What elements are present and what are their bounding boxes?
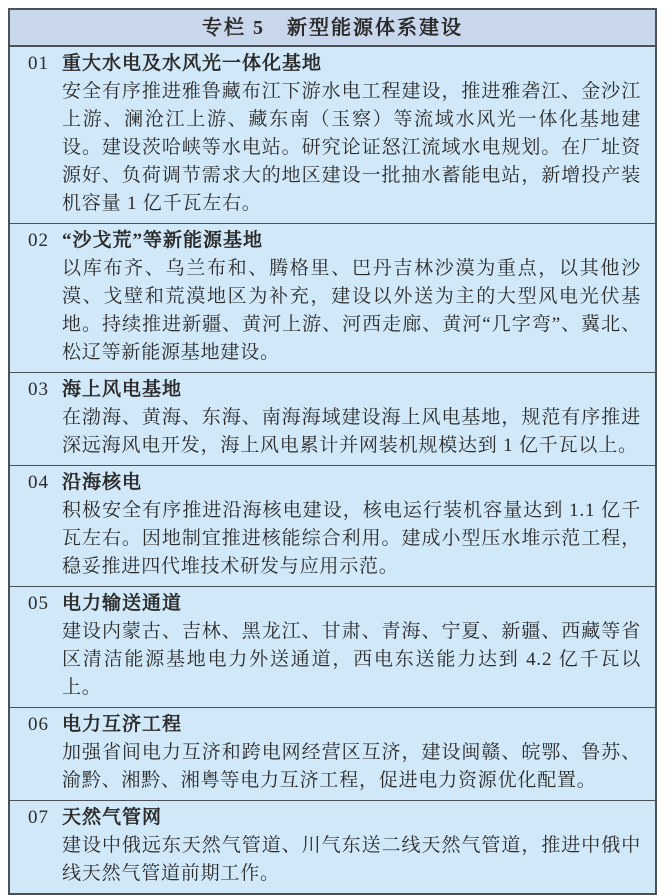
section-header-row xyxy=(28,376,641,404)
energy-plan-box xyxy=(8,8,657,895)
section-number: 01 xyxy=(28,53,49,74)
section-title: 电力互济工程 xyxy=(62,714,183,735)
section xyxy=(10,47,655,223)
section-body: 在渤海、黄海、东海、南海海域建设海上风电基地，规范有序推进深远海风电开发，海上风电累计并网装机规模达到 1 亿千瓦以上。 xyxy=(62,407,641,456)
sections-container xyxy=(10,47,655,893)
section-title: 海上风电基地 xyxy=(62,379,183,400)
section-title: “沙戈荒”等新能源基地 xyxy=(62,230,264,251)
section-title: 沿海核电 xyxy=(62,472,143,493)
section-number: 06 xyxy=(28,714,49,735)
section-body: 积极安全有序推进沿海核电建设，核电运行装机容量达到 1.1 亿千瓦左右。因地制宜推进核能综合利用。建成小型压水堆示范工程，稳妥推进四代堆技术研发与应用示范。 xyxy=(62,500,641,577)
section xyxy=(10,223,655,372)
section xyxy=(10,586,655,707)
section xyxy=(10,372,655,465)
section-number: 03 xyxy=(28,379,49,400)
section-header-row xyxy=(28,590,641,618)
section-header-row xyxy=(28,50,641,78)
section xyxy=(10,800,655,893)
section-body: 加强省间电力互济和跨电网经营区互济，建设闽赣、皖鄂、鲁苏、渝黔、湘黔、湘粤等电力互济工程，促进电力资源优化配置。 xyxy=(62,742,641,791)
section-body: 安全有序推进雅鲁藏布江下游水电工程建设，推进雅砻江、金沙江上游、澜沧江上游、藏东南（玉察）等流域水风光一体化基地建设。建设茨哈峡等水电站。研究论证怒江流域水电规划。在厂址资源好、负荷调节需求大的地区建设一批抽水蓄能电站，新增投产装机容量 1 亿千瓦左右。 xyxy=(62,81,641,214)
panel-title: 专栏 5 新型能源体系建设 xyxy=(10,10,655,47)
section-header-row xyxy=(28,711,641,739)
section-number: 07 xyxy=(28,807,49,828)
section xyxy=(10,465,655,586)
section-number: 04 xyxy=(28,472,49,493)
section-body: 以库布齐、乌兰布和、腾格里、巴丹吉林沙漠为重点，以其他沙漠、戈壁和荒漠地区为补充，建设以外送为主的大型风电光伏基地。持续推进新疆、黄河上游、河西走廊、黄河“几字弯”、冀北、松辽等新能源基地建设。 xyxy=(62,258,641,363)
section-title: 重大水电及水风光一体化基地 xyxy=(62,53,323,74)
section-title: 电力输送通道 xyxy=(62,593,183,614)
section-header-row xyxy=(28,469,641,497)
section-header-row xyxy=(28,227,641,255)
section-body: 建设中俄远东天然气管道、川气东送二线天然气管道，推进中俄中线天然气管道前期工作。 xyxy=(62,835,641,884)
section xyxy=(10,707,655,800)
section-header-row xyxy=(28,804,641,832)
section-number: 02 xyxy=(28,230,49,251)
section-body: 建设内蒙古、吉林、黑龙江、甘肃、青海、宁夏、新疆、西藏等省区清洁能源基地电力外送通道，西电东送能力达到 4.2 亿千瓦以上。 xyxy=(62,621,641,698)
section-number: 05 xyxy=(28,593,49,614)
section-title: 天然气管网 xyxy=(62,807,163,828)
